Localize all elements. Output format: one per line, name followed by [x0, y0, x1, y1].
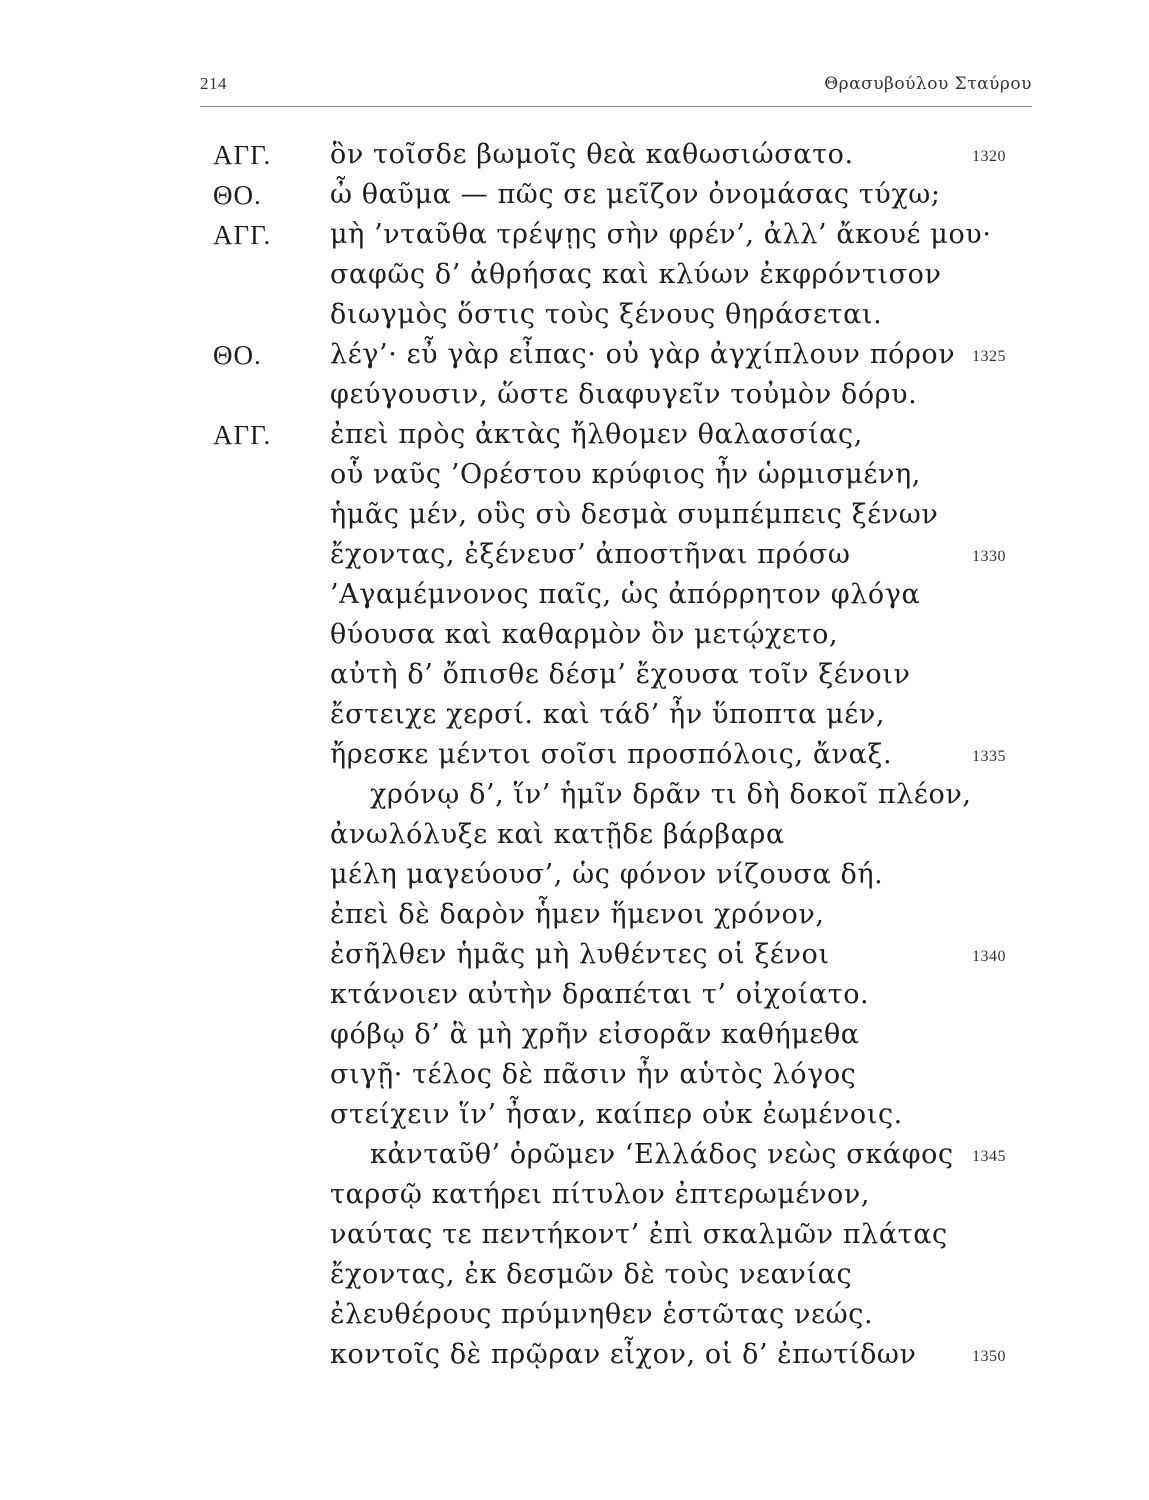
verse-text-line: διωγμὸς ὅστις τοὺς ξένους θηράσεται.	[330, 299, 883, 330]
verse-line	[0, 418, 1149, 458]
verse-line	[0, 898, 1149, 938]
verse-line	[0, 1098, 1149, 1138]
verse-line	[0, 1338, 1149, 1378]
line-number: 1345	[972, 1148, 1006, 1165]
verse-text-line: ἔστειχε χερσί. καὶ τάδ’ ἦν ὕποπτα μέν,	[330, 699, 886, 730]
verse-text-line: στείχειν ἵν’ ἦσαν, καίπερ οὐκ ἐωμένοις.	[330, 1099, 903, 1130]
verse-text-line: μέλη μαγεύουσ’, ὡς φόνον νίζουσα δή.	[330, 859, 884, 890]
verse-text-line: μὴ ’νταῦθα τρέψῃς σὴν φρέν’, ἀλλ’ ἄκουέ μου·	[330, 219, 992, 250]
verse-text-line: ἔχοντας, ἐκ δεσμῶν δὲ τοὺς νεανίας	[330, 1259, 853, 1290]
verse-text-line: ἐσῆλθεν ἡμᾶς μὴ λυθέντες οἱ ξένοι	[330, 939, 830, 970]
verse-line	[0, 1258, 1149, 1298]
verse-line	[0, 778, 1149, 818]
verse-text-line: φόβῳ δ’ ἃ μὴ χρῆν εἰσορᾶν καθήμεθα	[330, 1019, 860, 1050]
verse-line	[0, 298, 1149, 338]
verse-line	[0, 258, 1149, 298]
verse-line	[0, 1218, 1149, 1258]
line-number: 1320	[972, 148, 1006, 165]
verse-line	[0, 938, 1149, 978]
verse-line	[0, 498, 1149, 538]
verse-line	[0, 978, 1149, 1018]
page-number: 214	[200, 74, 227, 93]
verse-text-line: σιγῇ· τέλος δὲ πᾶσιν ἦν αὑτὸς λόγος	[330, 1059, 857, 1090]
verse-text-line: οὗ ναῦς ’Ορέστου κρύφιος ἦν ὡρμισμένη,	[330, 459, 921, 490]
verse-text-line: φεύγουσιν, ὥστε διαφυγεῖν τοὐμὸν δόρυ.	[330, 379, 918, 410]
page-header	[200, 70, 1032, 107]
verse-line	[0, 618, 1149, 658]
verse-line	[0, 1138, 1149, 1178]
speaker-label: ΑΓΓ.	[213, 140, 272, 170]
verse-line	[0, 218, 1149, 258]
verse-line	[0, 538, 1149, 578]
verse-line	[0, 858, 1149, 898]
verse-line	[0, 658, 1149, 698]
verse-text-line: κοντοῖς δὲ πρῷραν εἶχον, οἱ δ’ ἐπωτίδων	[330, 1339, 917, 1370]
line-number: 1350	[972, 1348, 1006, 1365]
speaker-label: ΑΓΓ.	[213, 420, 272, 450]
line-number: 1330	[972, 548, 1006, 565]
speaker-label: ΑΓΓ.	[213, 220, 272, 250]
verse-text	[0, 138, 1149, 1378]
speaker-label: ΘΟ.	[213, 180, 262, 210]
verse-text-line: ἐπεὶ δὲ δαρὸν ἧμεν ἥμενοι χρόνον,	[330, 899, 825, 930]
verse-line	[0, 1178, 1149, 1218]
verse-line	[0, 1298, 1149, 1338]
line-number: 1340	[972, 948, 1006, 965]
verse-line	[0, 378, 1149, 418]
verse-text-line: ἤρεσκε μέντοι σοῖσι προσπόλοις, ἄναξ.	[330, 739, 893, 770]
verse-text-line: κἀνταῦθ’ ὁρῶμεν ‘Ελλάδος νεὼς σκάφος	[370, 1139, 954, 1170]
verse-text-line: ναύτας τε πεντήκοντ’ ἐπὶ σκαλμῶν πλάτας	[330, 1219, 948, 1250]
verse-text-line: λέγ’· εὖ γὰρ εἶπας· οὐ γὰρ ἀγχίπλουν πόρον	[330, 339, 956, 370]
verse-line	[0, 738, 1149, 778]
verse-text-line: ἡμᾶς μέν, οὓς σὺ δεσμὰ συμπέμπεις ξένων	[330, 499, 939, 530]
verse-text-line: ἐλευθέρους πρύμνηθεν ἑστῶτας νεώς.	[330, 1299, 874, 1330]
verse-line	[0, 1058, 1149, 1098]
verse-line	[0, 458, 1149, 498]
verse-text-line: κτάνοιεν αὐτὴν δραπέται τ’ οἰχοίατο.	[330, 979, 870, 1010]
verse-line	[0, 338, 1149, 378]
verse-line	[0, 698, 1149, 738]
verse-text-line: σαφῶς δ’ ἀθρήσας καὶ κλύων ἐκφρόντισον	[330, 259, 942, 290]
verse-text-line: αὐτὴ δ’ ὄπισθε δέσμ’ ἔχουσα τοῖν ξένοιν	[330, 659, 911, 690]
verse-text-line: ὃν τοῖσδε βωμοῖς θεὰ καθωσιώσατο.	[330, 139, 854, 170]
verse-text-line: θύουσα καὶ καθαρμὸν ὃν μετῴχετο,	[330, 619, 839, 650]
running-head: Θρασυβούλου Σταύρου	[824, 74, 1032, 94]
verse-text-line: ἀνωλόλυξε καὶ κατῇδε βάρβαρα	[330, 819, 785, 850]
verse-line	[0, 1018, 1149, 1058]
speaker-label: ΘΟ.	[213, 340, 262, 370]
verse-line	[0, 578, 1149, 618]
verse-text-line: ἐπεὶ πρὸς ἀκτὰς ἤλθομεν θαλασσίας,	[330, 419, 863, 450]
line-number: 1335	[972, 748, 1006, 765]
verse-text-line: ἔχοντας, ἐξένευσ’ ἀποστῆναι πρόσω	[330, 539, 851, 570]
verse-line	[0, 818, 1149, 858]
verse-line	[0, 138, 1149, 178]
verse-text-line: ’Αγαμέμνονος παῖς, ὡς ἀπόρρητον φλόγα	[330, 579, 921, 610]
verse-text-line: ὦ θαῦμα — πῶς σε μεῖζον ὀνομάσας τύχω;	[330, 179, 941, 210]
verse-line	[0, 178, 1149, 218]
verse-text-line: ταρσῷ κατήρει πίτυλον ἐπτερωμένον,	[330, 1179, 871, 1210]
line-number: 1325	[972, 348, 1006, 365]
verse-text-line: χρόνῳ δ’, ἵν’ ἡμῖν δρᾶν τι δὴ δοκοῖ πλέον,	[370, 779, 972, 810]
